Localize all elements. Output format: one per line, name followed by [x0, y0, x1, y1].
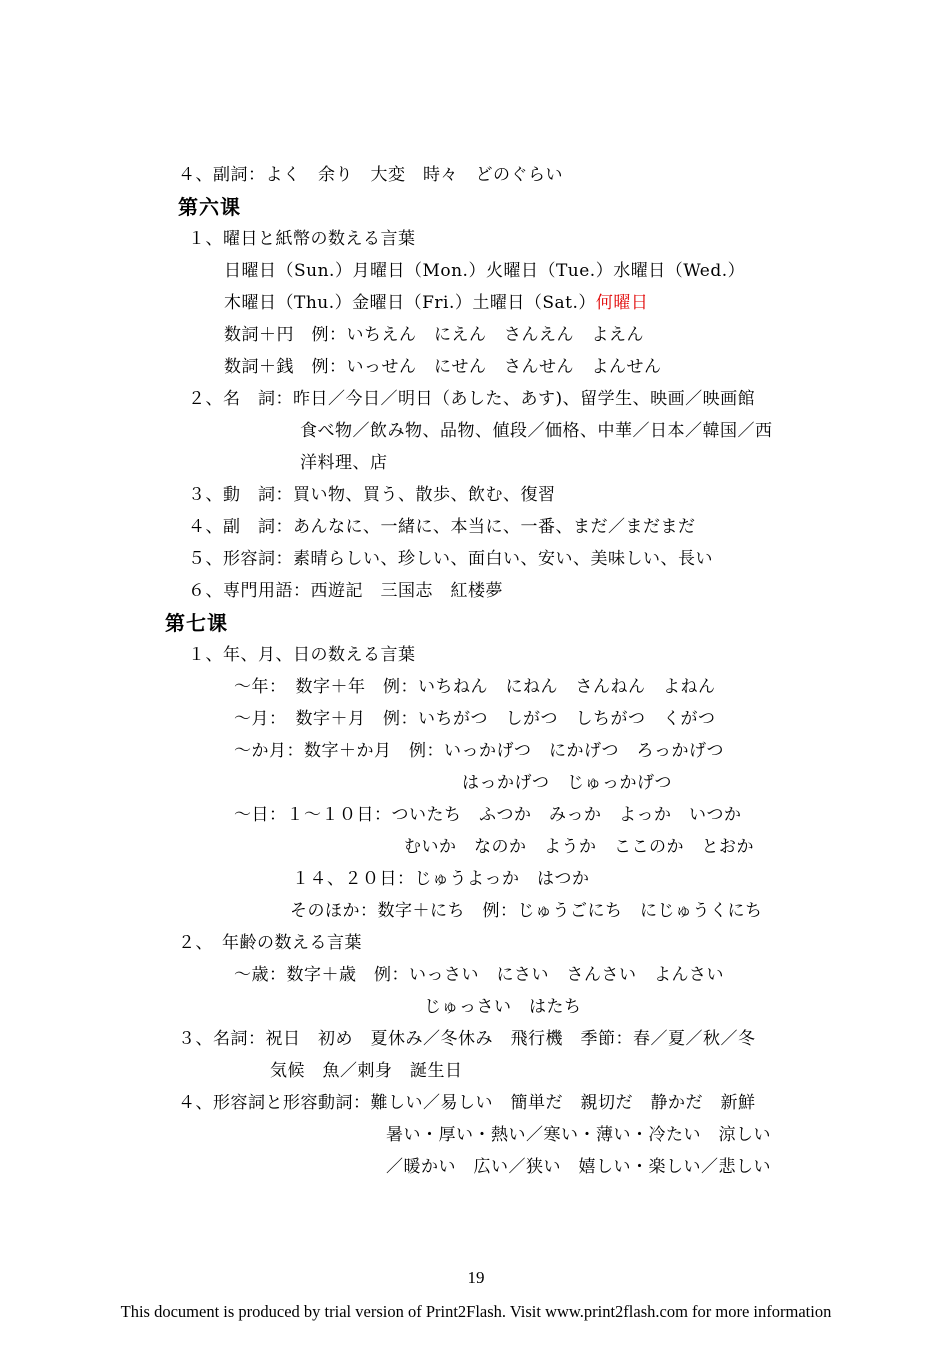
lesson5-adverbs-line: ４、副詞：よく 余り 大変 時々 どのぐらい	[178, 165, 563, 185]
month-counting-line: ～月： 数字＋月 例：いちがつ しがつ しちがつ くがつ	[234, 709, 716, 729]
age-counting-line-2: じゅっさい はたち	[424, 997, 582, 1017]
weekdays-line-2-text: 木曜日（Thu.）金曜日（Fri.）土曜日（Sat.）	[224, 293, 596, 313]
days-count-line-3: １４、２０日：じゅうよっか はつか	[292, 869, 590, 889]
months-count-line-1: ～か月：数字＋か月 例：いっかげつ にかげつ ろっかげつ	[234, 741, 724, 761]
lesson7-heading: 第七课	[165, 611, 228, 635]
page-number: 19	[467, 1268, 485, 1287]
dates-counting-title: １、年、月、日の数える言葉	[188, 645, 416, 665]
weekdays-line-1: 日曜日（Sun.）月曜日（Mon.）火曜日（Tue.）水曜日（Wed.）	[224, 261, 746, 281]
days-count-line-4: そのほか：数字＋にち 例：じゅうごにち にじゅうくにち	[290, 901, 763, 921]
age-counting-title: ２、 年齢の数える言葉	[178, 933, 362, 953]
lesson7-nouns-line-2: 気候 魚／刺身 誕生日	[270, 1061, 463, 1081]
lesson6-heading: 第六课	[178, 195, 241, 219]
weekday-money-title: １、曜日と紙幣の数える言葉	[188, 229, 416, 249]
lesson7-adjectives-line-1: ４、形容詞と形容動詞：難しい／易しい 簡単だ 親切だ 静かだ 新鮮	[178, 1093, 756, 1113]
lesson7-nouns-line-1: ３、名詞：祝日 初め 夏休み／冬休み 飛行機 季節：春／夏／秋／冬	[178, 1029, 756, 1049]
weekdays-line-2	[224, 292, 648, 314]
terms-line: ６、専門用語：西遊記 三国志 紅楼夢	[188, 581, 503, 601]
year-counting-line: ～年： 数字＋年 例：いちねん にねん さんねん よねん	[234, 677, 716, 697]
nouns-line-2: 食べ物／飲み物、品物、値段／価格、中華／日本／韓国／西	[300, 421, 773, 441]
nouns-line-1: ２、名 詞：昨日／今日／明日（あした、あす)、留学生、映画／映画館	[188, 389, 756, 409]
which-day-highlight: 何曜日	[595, 293, 649, 313]
lesson7-adjectives-line-3: ／暖かい 広い／狭い 嬉しい・楽しい／悲しい	[386, 1157, 771, 1177]
nouns-line-3: 洋料理、店	[300, 453, 388, 473]
adverbs-line: ４、副 詞：あんなに、一緒に、本当に、一番、まだ／まだまだ	[188, 517, 696, 537]
lesson7-adjectives-line-2: 暑い・厚い・熱い／寒い・薄い・冷たい 涼しい	[386, 1125, 771, 1145]
yen-counting-line: 数詞＋円 例：いちえん にえん さんえん よえん	[224, 325, 644, 345]
trial-footer-notice: This document is produced by trial version of Print2Flash. Visit www.print2flash.com for more information	[120, 1302, 832, 1321]
sen-counting-line: 数詞＋銭 例：いっせん にせん さんせん よんせん	[224, 357, 662, 377]
adjectives-line: ５、形容詞：素晴らしい、珍しい、面白い、安い、美味しい、長い	[188, 549, 713, 569]
days-count-line-2: むいか なのか ようか ここのか とおか	[404, 837, 754, 857]
months-count-line-2: はっかげつ じゅっかげつ	[462, 773, 672, 793]
verbs-line: ３、動 詞：買い物、買う、散歩、飲む、復習	[188, 485, 556, 505]
days-count-line-1: ～日：１～１０日：ついたち ふつか みっか よっか いつか	[234, 805, 742, 825]
age-counting-line-1: ～歳：数字＋歳 例：いっさい にさい さんさい よんさい	[234, 965, 724, 985]
